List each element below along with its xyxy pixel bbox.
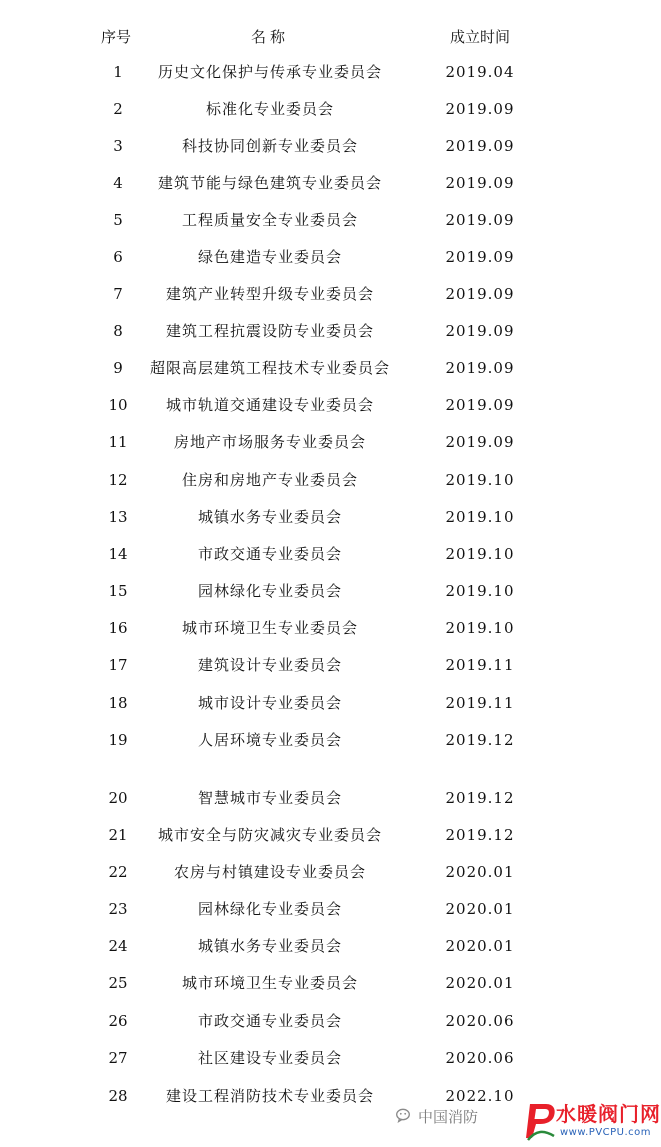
table-row (0, 94, 650, 124)
table-row (0, 820, 650, 850)
row-date: 2019.09 (445, 285, 515, 303)
header-name: 名称 (250, 28, 289, 46)
watermark-text: 中国消防 (418, 1108, 479, 1126)
row-date: 2019.09 (445, 396, 515, 414)
row-no: 7 (113, 285, 123, 303)
row-date: 2020.01 (445, 900, 515, 918)
wechat-icon (396, 1108, 414, 1124)
pvcpu-logo-icon (524, 1100, 558, 1142)
row-name: 标准化专业委员会 (205, 100, 334, 118)
row-name: 建筑设计专业委员会 (197, 656, 342, 674)
row-name: 园林绿化专业委员会 (197, 582, 342, 600)
row-name: 智慧城市专业委员会 (197, 789, 342, 807)
row-name: 建筑工程抗震设防专业委员会 (165, 322, 374, 340)
row-name: 城市环境卫生专业委员会 (181, 619, 358, 637)
row-name: 市政交通专业委员会 (197, 1012, 342, 1030)
table-row (0, 783, 650, 813)
row-no: 23 (108, 900, 128, 918)
row-date: 2019.11 (445, 656, 515, 674)
row-date: 2019.10 (445, 545, 515, 563)
table-row (0, 725, 650, 755)
row-name: 城市安全与防灾减灾专业委员会 (157, 826, 382, 844)
row-name: 城镇水务专业委员会 (197, 508, 342, 526)
table-row (0, 205, 650, 235)
row-name: 工程质量安全专业委员会 (181, 211, 358, 229)
row-name: 建筑产业转型升级专业委员会 (165, 285, 374, 303)
row-date: 2019.10 (445, 471, 515, 489)
table-row (0, 613, 650, 643)
row-no: 5 (113, 211, 123, 229)
row-no: 1 (113, 63, 123, 81)
row-no: 12 (108, 471, 128, 489)
row-no: 3 (113, 137, 123, 155)
row-date: 2022.10 (445, 1087, 515, 1105)
row-name: 城市设计专业委员会 (197, 694, 342, 712)
row-no: 15 (108, 582, 128, 600)
row-name: 建筑节能与绿色建筑专业委员会 (157, 174, 382, 192)
row-date: 2019.12 (445, 826, 515, 844)
table-row (0, 168, 650, 198)
row-no: 25 (108, 974, 128, 992)
table-row (0, 1043, 650, 1073)
row-date: 2020.06 (445, 1012, 515, 1030)
row-no: 11 (108, 433, 128, 451)
row-date: 2019.09 (445, 174, 515, 192)
table-row (0, 688, 650, 718)
row-name: 城市环境卫生专业委员会 (181, 974, 358, 992)
row-name: 园林绿化专业委员会 (197, 900, 342, 918)
row-name: 房地产市场服务专业委员会 (173, 433, 366, 451)
row-no: 17 (108, 656, 128, 674)
row-no: 14 (108, 545, 128, 563)
table-row (0, 502, 650, 532)
row-name: 市政交通专业委员会 (197, 545, 342, 563)
row-date: 2019.10 (445, 619, 515, 637)
row-no: 2 (113, 100, 123, 118)
table-row (0, 242, 650, 272)
table-row (0, 857, 650, 887)
row-no: 8 (113, 322, 123, 340)
brand-url: www.PVCPU.com (560, 1127, 652, 1138)
row-no: 28 (108, 1087, 128, 1105)
row-date: 2019.04 (445, 63, 515, 81)
row-no: 10 (108, 396, 128, 414)
row-date: 2019.10 (445, 508, 515, 526)
row-no: 9 (113, 359, 123, 377)
table-row (0, 390, 650, 420)
row-name: 绿色建造专业委员会 (197, 248, 342, 266)
row-date: 2019.09 (445, 137, 515, 155)
row-date: 2019.09 (445, 248, 515, 266)
row-name: 人居环境专业委员会 (197, 731, 342, 749)
row-date: 2019.10 (445, 582, 515, 600)
row-date: 2019.09 (445, 433, 515, 451)
row-date: 2020.01 (445, 974, 515, 992)
table-row (0, 465, 650, 495)
row-name: 历史文化保护与传承专业委员会 (157, 63, 382, 81)
row-no: 22 (108, 863, 128, 881)
row-no: 19 (108, 731, 128, 749)
row-no: 20 (108, 789, 128, 807)
row-no: 4 (113, 174, 123, 192)
table-row (0, 57, 650, 87)
table-row (0, 131, 650, 161)
brand-logo (522, 1096, 661, 1147)
row-date: 2019.11 (445, 694, 515, 712)
table-row (0, 279, 650, 309)
table-row (0, 427, 650, 457)
table-row (0, 894, 650, 924)
row-no: 26 (108, 1012, 128, 1030)
table-header (0, 22, 650, 52)
row-no: 13 (108, 508, 128, 526)
row-no: 27 (108, 1049, 128, 1067)
brand-name: 水暖阀门网 (556, 1102, 661, 1126)
table-row (0, 1006, 650, 1036)
row-name: 农房与村镇建设专业委员会 (173, 863, 366, 881)
row-name: 科技协同创新专业委员会 (181, 137, 358, 155)
row-date: 2020.01 (445, 863, 515, 881)
table-row (0, 576, 650, 606)
row-no: 18 (108, 694, 128, 712)
row-date: 2019.12 (445, 731, 515, 749)
row-date: 2019.09 (445, 322, 515, 340)
row-name: 城镇水务专业委员会 (197, 937, 342, 955)
table-row (0, 650, 650, 680)
table-row (0, 539, 650, 569)
row-name: 住房和房地产专业委员会 (181, 471, 358, 489)
row-name: 建设工程消防技术专业委员会 (165, 1087, 374, 1105)
row-name: 社区建设专业委员会 (197, 1049, 342, 1067)
row-date: 2019.09 (445, 359, 515, 377)
row-date: 2020.06 (445, 1049, 515, 1067)
row-no: 6 (113, 248, 123, 266)
table-row (0, 931, 650, 961)
row-date: 2020.01 (445, 937, 515, 955)
table-row (0, 353, 650, 383)
row-name: 城市轨道交通建设专业委员会 (165, 396, 374, 414)
table-row (0, 316, 650, 346)
row-name: 超限高层建筑工程技术专业委员会 (149, 359, 390, 377)
watermark (392, 1096, 661, 1147)
row-no: 24 (108, 937, 128, 955)
row-no: 21 (108, 826, 128, 844)
row-date: 2019.12 (445, 789, 515, 807)
row-date: 2019.09 (445, 211, 515, 229)
table-row (0, 968, 650, 998)
row-no: 16 (108, 619, 128, 637)
header-no: 序号 (100, 28, 131, 46)
row-date: 2019.09 (445, 100, 515, 118)
header-date: 成立时间 (449, 28, 510, 46)
